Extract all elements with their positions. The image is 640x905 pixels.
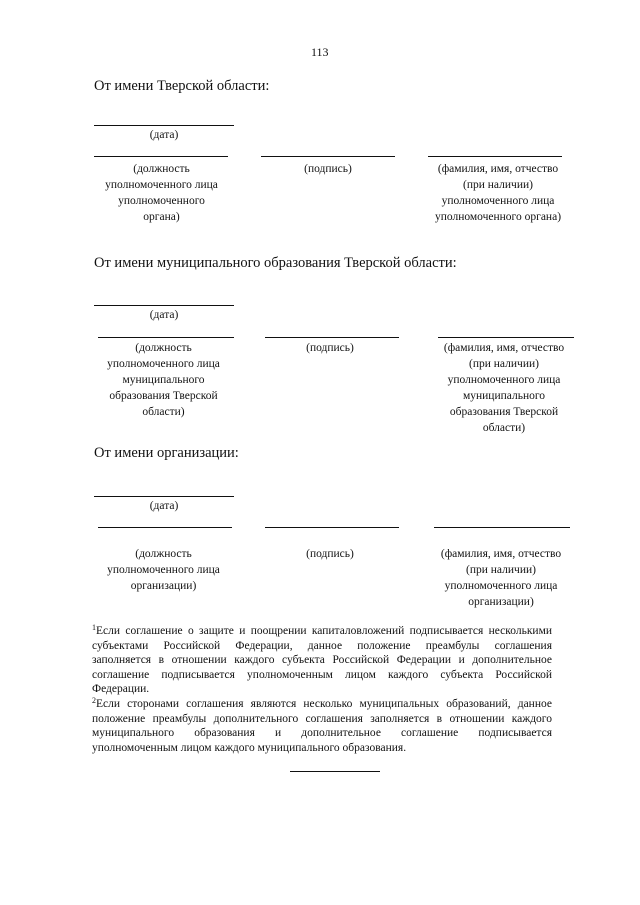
signature-label: (подпись) <box>304 163 352 175</box>
position-label: (должность уполномоченного лица уполномоченного органа) <box>105 163 218 223</box>
date-line <box>94 496 234 497</box>
date-label: (дата) <box>149 129 179 141</box>
section-heading: От имени Тверской области: <box>94 78 270 94</box>
position-label: (должность уполномоченного лица организации) <box>107 548 220 592</box>
name-label: (фамилия, имя, отчество (при наличии) уполномоченного лица муниципального образования Тверской области) <box>443 342 565 434</box>
section-heading: От имени организации: <box>94 445 239 461</box>
name-line <box>428 156 562 157</box>
footnote-mark: 1 <box>92 623 96 632</box>
date-label: (дата) <box>149 500 179 512</box>
date-label: (дата) <box>149 309 179 321</box>
position-line <box>94 156 228 157</box>
position-line <box>98 527 232 528</box>
footnote-1: $^1$Если соглашение о защите и поощрении капиталовложений подписывается несколькими субъектами Российской Федерации, данное положение преамбулы соглашения заполняется в отношении каждого субъекта Российской Федерации и дополнительное соглашение подписывается уполномоченным лицом каждого субъекта Российской Федерации. <box>92 623 552 696</box>
date-line <box>94 305 234 306</box>
position-line <box>98 337 234 338</box>
signature-line <box>265 527 399 528</box>
name-line <box>438 337 574 338</box>
position-label: (должность уполномоченного лица муниципального образования Тверской области) <box>107 342 220 418</box>
name-label: (фамилия, имя, отчество (при наличии) уполномоченного лица уполномоченного органа) <box>434 163 562 223</box>
signature-label: (подпись) <box>306 548 354 560</box>
name-label: (фамилия, имя, отчество (при наличии) уполномоченного лица организации) <box>440 548 562 608</box>
signature-line <box>265 337 399 338</box>
footnote-2: $^2$Если сторонами соглашения являются несколько муниципальных образований, данное положение преамбулы дополнительного соглашения заполняется в отношении каждого муниципального образования и дополнительное соглашение подписывается уполномоченным лицом каждого муниципального образования. <box>92 696 552 754</box>
name-line <box>434 527 570 528</box>
signature-line <box>261 156 395 157</box>
closing-divider <box>290 771 380 772</box>
date-line <box>94 125 234 126</box>
page-number: 113 <box>311 45 329 59</box>
signature-label: (подпись) <box>306 342 354 354</box>
footnote-mark: 2 <box>92 696 96 705</box>
section-heading: От имени муниципального образования Тверской области: <box>94 255 457 271</box>
